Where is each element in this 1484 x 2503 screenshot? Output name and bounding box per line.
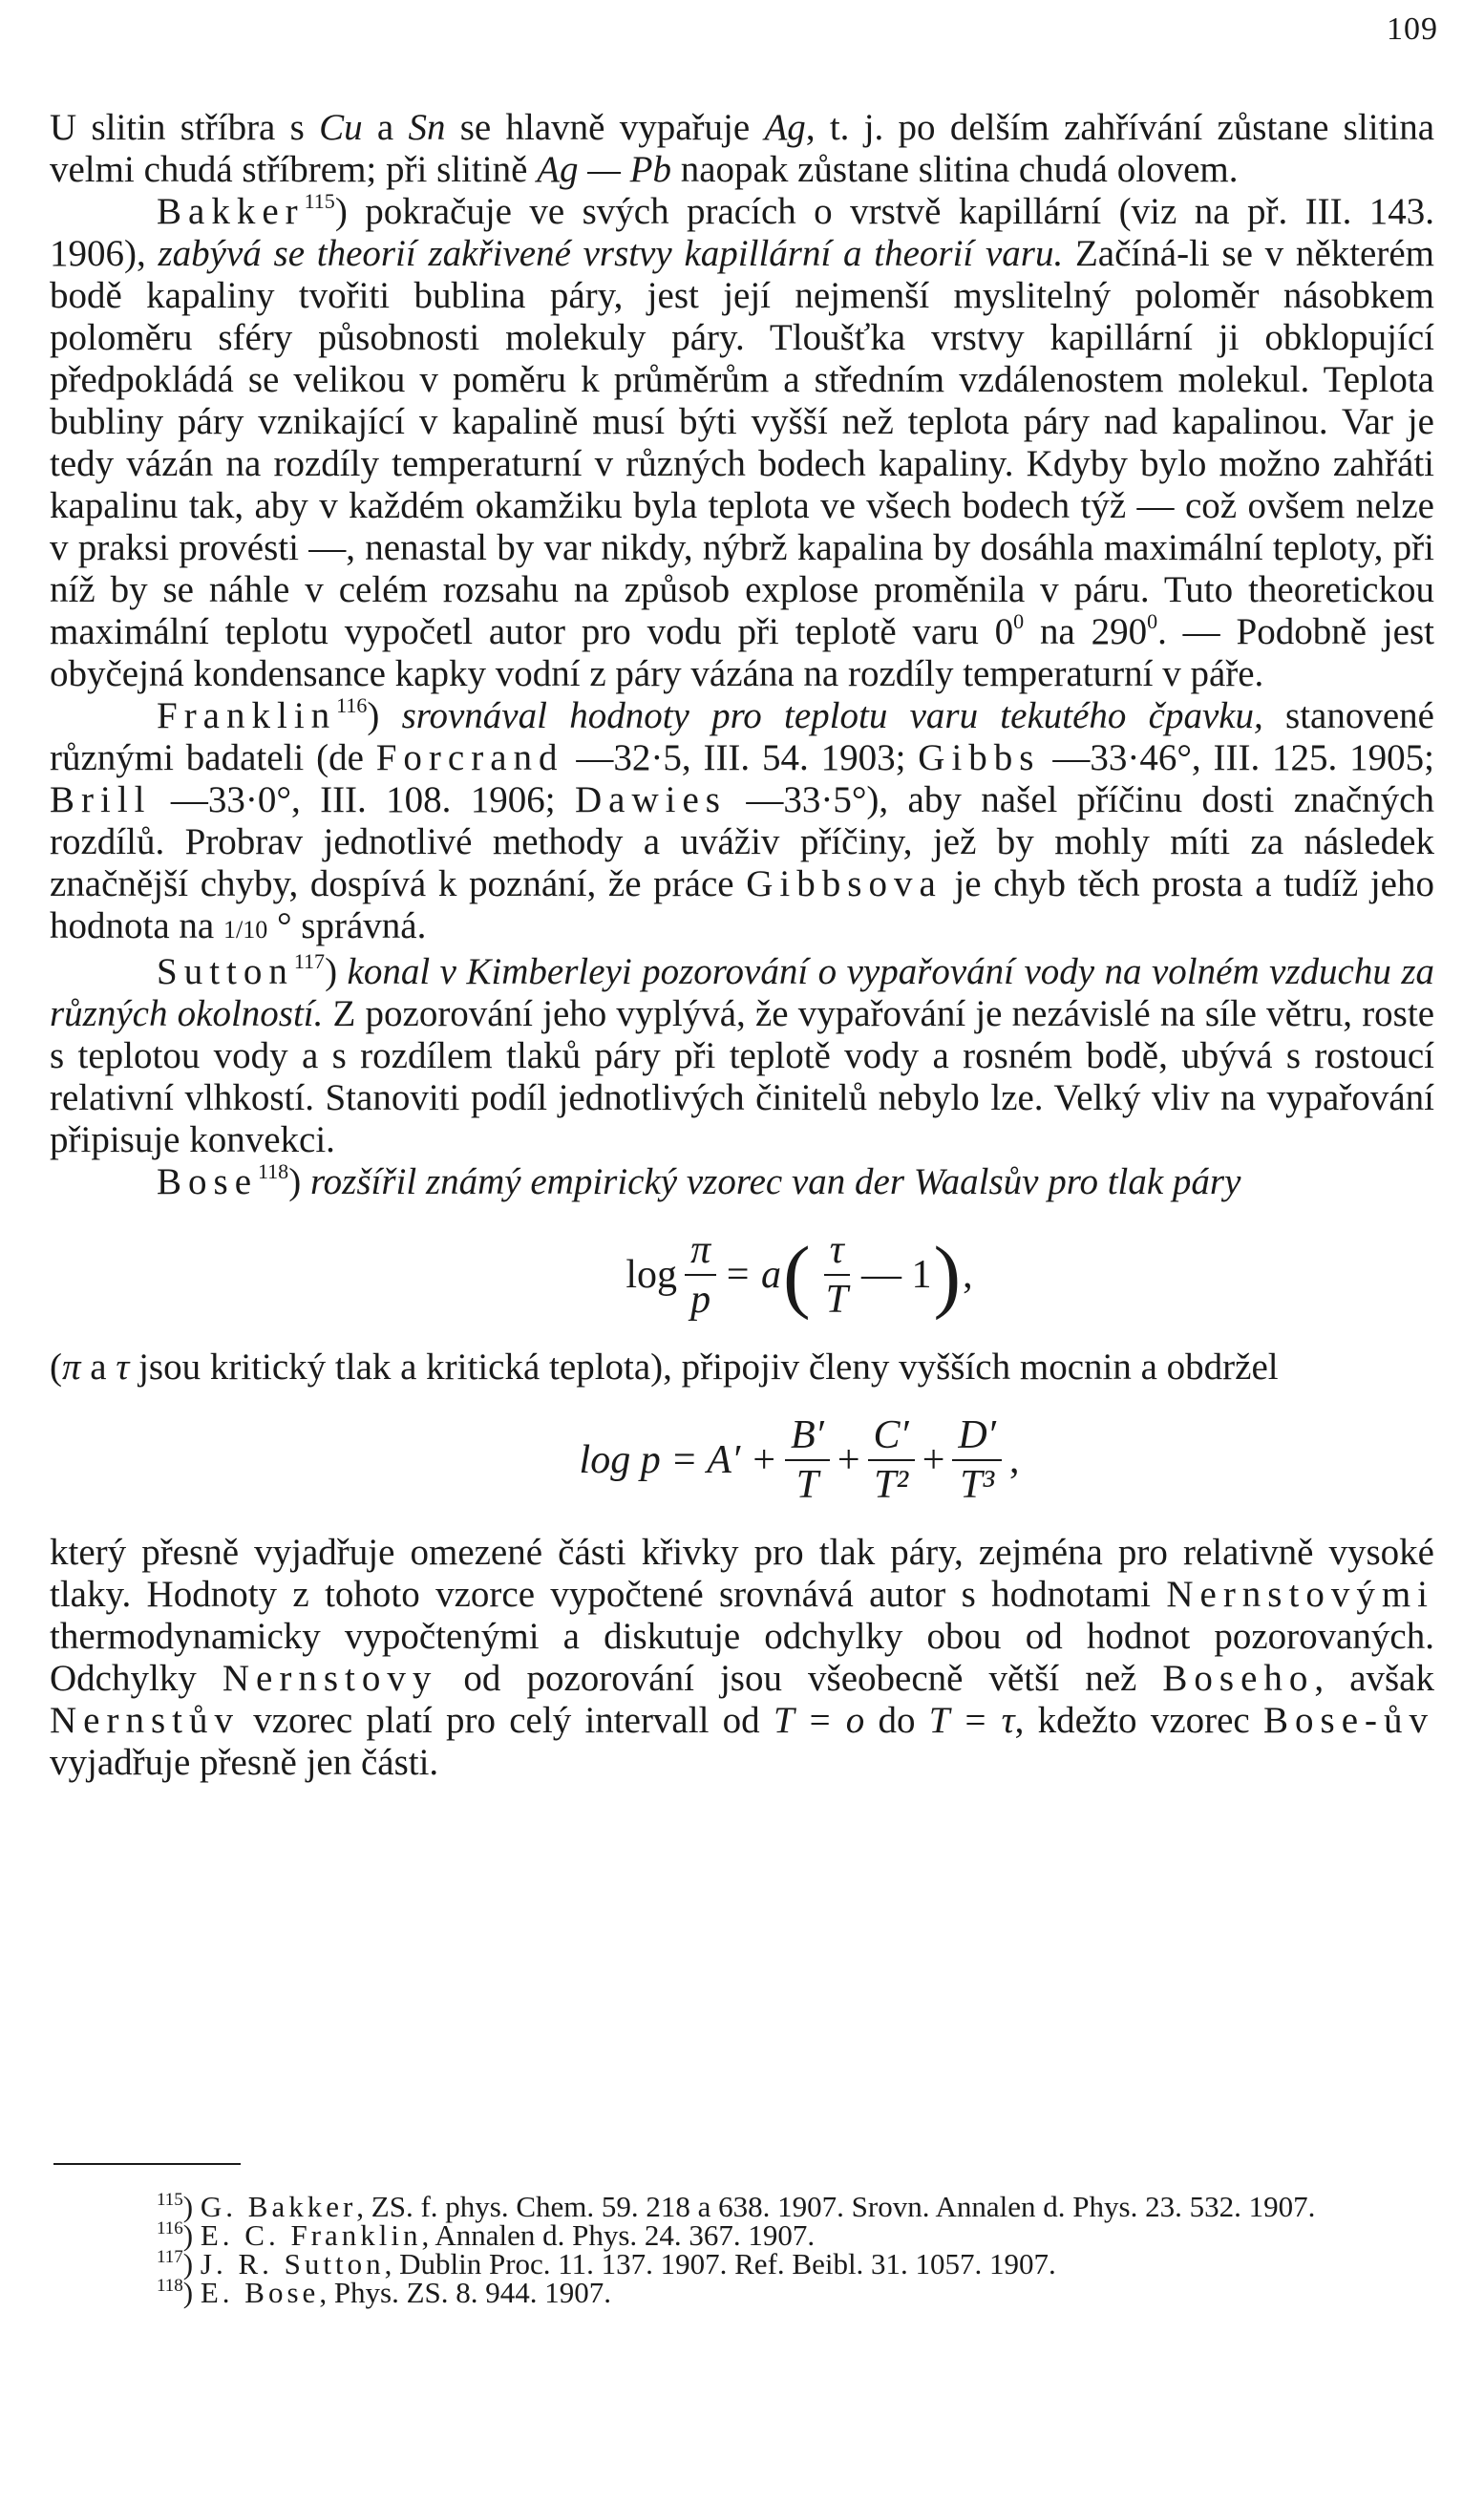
text: naopak zůstane slitina chudá olovem. (670, 149, 1239, 190)
footnote-text: , Dublin Proc. 11. 137. 1907. Ref. Beibl. 31. 1057. 1907. (384, 2247, 1056, 2280)
footnotes (50, 2190, 1434, 2309)
minus-one: — 1 (860, 1253, 932, 1297)
footnote-author: J. R. Sutton (200, 2247, 385, 2280)
plus-sign: + (837, 1438, 860, 1482)
text: je chyb těch prosta a tudíž jeho hodnota na (50, 863, 1434, 946)
author-name: Nernstovými (1166, 1574, 1434, 1615)
paragraph-sutton (50, 951, 1434, 1161)
fraction-pi-over-p (685, 1226, 716, 1324)
text: , avšak (1314, 1658, 1434, 1699)
plus-sign: + (922, 1438, 945, 1482)
author-name: Forcrand (375, 737, 564, 778)
text: , kdežto vzorec (1014, 1700, 1263, 1741)
text: stanovené různými badateli (de (50, 695, 1434, 778)
text: thermodynamicky vypočtenými a diskutuje odchylky obou od hodnot pozorovaných. Odchylky (50, 1616, 1434, 1699)
footnote-number: 115 (157, 2190, 183, 2210)
author-name: Dawies (575, 779, 727, 820)
paragraph-bakker (50, 191, 1434, 695)
symbol-tau: τ (116, 1347, 130, 1388)
italic-text: rozšířil známý empirický vzorec van der Waalsův pro tlak páry (309, 1161, 1241, 1202)
text: a (80, 1347, 117, 1388)
author-name: Nernstovy (222, 1658, 438, 1699)
footnote-number: 117 (157, 2247, 183, 2267)
footnote-divider (53, 2163, 241, 2165)
numerator: C′ (868, 1411, 915, 1461)
numerator: B′ (785, 1411, 830, 1461)
text: Z pozorování jeho vyplývá, že vypařování je nezávislé na síle větru, roste s teplotou vody a s rozdílem tlaků páry při teplotě vody a rosném bodě, ubývá s rostoucí relativní vlhkostí. Stanoviti podíl jednotlivých činitelů nebylo lze. Velký vliv na vypařování připisuje konvekci. (50, 993, 1435, 1160)
text: ) (367, 695, 402, 736)
paragraph-franklin (50, 695, 1434, 951)
footnote-text: , Phys. ZS. 8. 944. 1907. (319, 2276, 612, 2309)
footnote-ref[interactable]: 118 (258, 1159, 289, 1183)
text: —33·0°, III. 108. 1906; (151, 779, 575, 820)
symbol-pi: π (62, 1347, 81, 1388)
formula-sn: Sn (408, 107, 446, 148)
footnote-text: , ZS. f. phys. Chem. 59. 218 a 638. 1907. Srovn. Annalen d. Phys. 23. 532. 1907. (356, 2190, 1316, 2223)
paragraph-bose (50, 1161, 1434, 1203)
denominator: T (795, 1463, 819, 1507)
denominator: p (690, 1278, 711, 1322)
fraction-b-over-t (785, 1411, 830, 1509)
text: ) pokračuje ve svých pracích o vrstvě kapillární (viz na př. III. 143. 1906), (50, 191, 1434, 274)
text: ) (288, 1161, 310, 1202)
footnote-text: , Annalen d. Phys. 24. 367. 1907. (421, 2218, 816, 2252)
footnote-number: 116 (157, 2218, 183, 2238)
degree-mark: 0 (1013, 609, 1025, 633)
denominator: T³ (960, 1463, 995, 1507)
author-name: Brill (50, 779, 152, 820)
numerator: D′ (952, 1411, 1002, 1461)
footnote-number: 118 (157, 2276, 183, 2296)
paragraph-silver-alloys (50, 107, 1434, 191)
fraction-tau-over-t (820, 1226, 854, 1324)
numerator: π (685, 1226, 716, 1276)
text: . — Podobně jest obyčejná kondensance kapky vodní z páry vázána na rozdíly temperaturní v páře. (50, 611, 1434, 694)
formula-ag: Ag (764, 107, 806, 148)
text: U slitin stříbra s (50, 107, 320, 148)
denominator: T (825, 1278, 848, 1322)
author-name: Bose-ův (1263, 1700, 1434, 1741)
italic-text: konal v Kimberleyi pozorování o vypařování vody na volném vzduchu za různých okolností. (50, 951, 1434, 1034)
body-text (50, 107, 1434, 1784)
comma: , (1008, 1438, 1020, 1482)
author-name: Sutton (157, 951, 294, 992)
author-name: Bose (157, 1161, 258, 1202)
formula-t-zero: T = o (773, 1700, 865, 1741)
footnote-118: $^{118}$) E. Bose, Phys. ZS. 8. 944. 1907. (157, 2276, 612, 2309)
author-name: Franklin (157, 695, 337, 736)
text: —33·46°, III. 125. 1905; (1040, 737, 1434, 778)
formula-cu: Cu (319, 107, 363, 148)
denominator: T² (874, 1463, 909, 1507)
footnote-116: $^{116}$) E. C. Franklin, Annalen d. Phys. 24. 367. 1907. (157, 2218, 816, 2252)
author-name: Boseho (1162, 1658, 1315, 1699)
text: —33·5°), aby našel příčinu dosti značných rozdílů. Probrav jednotlivé methody a uváživ příčiny, jež by mohly míti za následek značnější chyby, dospívá k poznání, že práce (50, 779, 1434, 904)
footnote-author: E. C. Franklin (200, 2218, 422, 2252)
equals-a: = a (724, 1253, 781, 1297)
author-name: Gibbs (918, 737, 1041, 778)
italic-text: zabývá se theorií zakřivené vrstvy kapillární a theorií varu. (158, 233, 1064, 274)
right-paren: ) (933, 1229, 962, 1321)
text: se hlavně vypařuje (445, 107, 765, 148)
comma: , (963, 1253, 973, 1297)
footnote-115: $^{115}$) G. Bakker, ZS. f. phys. Chem. 59. 218 a 638. 1907. Srovn. Annalen d. Phys. 23. 532. 1907. (157, 2190, 1316, 2223)
formula-ag-pb: Ag — Pb (537, 149, 671, 190)
italic-text: srovnával hodnoty pro teplotu varu tekutého čpavku, (401, 695, 1263, 736)
paragraph-nernst (50, 1532, 1434, 1784)
footnote-author: G. Bakker (200, 2190, 357, 2223)
text: a (362, 107, 409, 148)
footnote-author: E. Bose (200, 2276, 320, 2309)
fraction-one-tenth: 1/10 (223, 916, 268, 944)
text: vyjadřuje přesně jen části. (50, 1742, 439, 1783)
left-paren: ( (782, 1229, 811, 1321)
text: vzorec platí pro celý intervall od (239, 1700, 774, 1741)
author-name: Bakker (157, 191, 305, 232)
text: na 290 (1024, 611, 1148, 652)
numerator: τ (824, 1226, 850, 1276)
text: —32·5, III. 54. 1903; (563, 737, 919, 778)
footnote-117: $^{117}$) J. R. Sutton, Dublin Proc. 11. 137. 1907. Ref. Beibl. 31. 1057. 1907. (157, 2247, 1056, 2280)
page-number: 109 (1387, 11, 1438, 47)
text: do (864, 1700, 929, 1741)
footnote-ref[interactable]: 116 (336, 693, 368, 717)
paragraph-critical: (π a τ jsou kritický tlak a kritická teplota), připojiv členy vyšších mocnin a obdržel (50, 1347, 1279, 1388)
formula-van-der-waals (164, 1203, 1434, 1347)
text: ) (325, 951, 348, 992)
text: od pozorování jsou všeobecně větší než (437, 1658, 1163, 1699)
text: jsou kritický tlak a kritická teplota), připojiv členy vyšších mocnin a obdržel (129, 1347, 1279, 1388)
degree-mark: 0 (1147, 609, 1158, 633)
formula-t-tau: T = τ (928, 1700, 1015, 1741)
author-name: Nernstův (50, 1700, 240, 1741)
text: ° správná. (267, 905, 427, 946)
author-name: Gibbsova (746, 863, 943, 904)
text: , t. j. po delším zahřívání zůstane slitina velmi chudá stříbrem; při slitině (50, 107, 1435, 190)
text: Začíná-li se v některém bodě kapaliny tvořiti bublina páry, jest její nejmenší myslitelný poloměr násobkem poloměru sféry působnosti molekuly páry. Tloušťka vrstvy kapillární ji obklopující předpokládá se velikou v poměru k průměrům a středním vzdálenostem molekul. Teplota bubliny páry vznikající v kapalině musí býti vyšší než teplota páry nad kapalinou. Var je tedy vázán na rozdíly temperaturní v různých bodech kapaliny. Kdyby bylo možno zahřáti kapalinu tak, aby v každém okamžiku byla teplota ve všech bodech týž — což ovšem nelze v praksi provésti —, nenastal by var nikdy, nýbrž kapalina by dosáhla maximální teploty, při níž by se náhle v celém rozsahu na způsob explose proměnila v páru. Tuto theoretickou maximální teplotu vypočetl autor pro vodu při teplotě varu 0 (50, 233, 1435, 652)
fraction-d-over-t3 (952, 1411, 1002, 1509)
text: který přesně vyjadřuje omezené části křivky pro tlak páry, zejména pro relativně vysoké tlaky. Hodnoty z tohoto vzorce vypočtené srovnává autor s hodnotami (50, 1532, 1434, 1615)
formula-lhs: log p = A′ + (579, 1438, 777, 1482)
footnote-ref[interactable]: 117 (293, 949, 326, 973)
formula-bose (164, 1389, 1434, 1532)
footnote-ref[interactable]: 115 (304, 189, 335, 213)
fraction-c-over-t2 (868, 1411, 915, 1509)
log-symbol: log (625, 1253, 678, 1297)
